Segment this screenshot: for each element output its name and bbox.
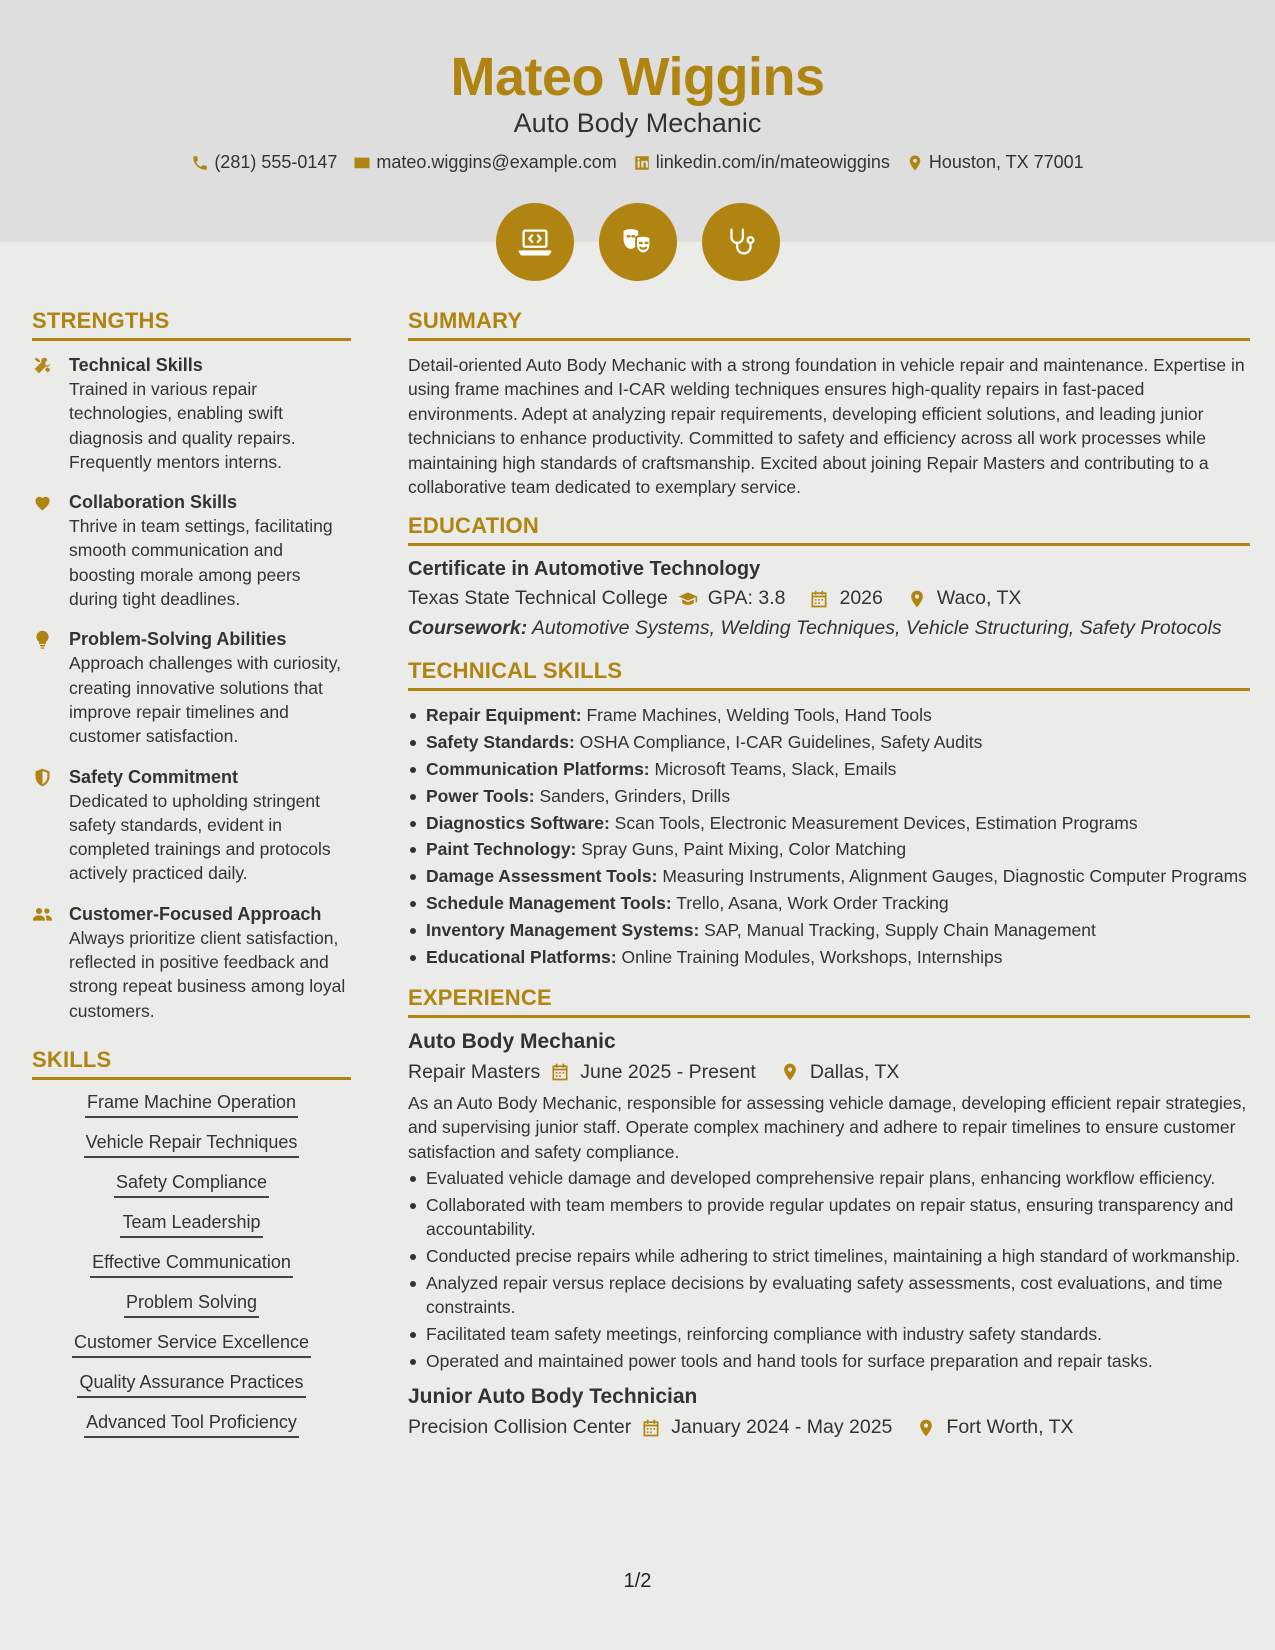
technical-skill-label: Diagnostics Software: [426,812,610,833]
technical-skill-value: OSHA Compliance, I-CAR Guidelines, Safety Audits [579,732,983,753]
experience-title: EXPERIENCE [408,985,1250,1018]
strength-text: Trained in various repair technologies, enabling swift diagnosis and quality repairs. Frequently mentors interns. [69,379,296,472]
technical-skill-value: Sanders, Grinders, Drills [539,785,731,806]
linkedin-icon [633,154,651,172]
skill-item: Vehicle Repair Techniques [84,1132,300,1158]
education-meta [408,587,1250,610]
strength-title: Technical Skills [69,355,203,375]
skill-item: Advanced Tool Proficiency [84,1412,299,1438]
skill-item: Quality Assurance Practices [77,1372,305,1398]
strength-item [32,902,351,1023]
strength-item [32,353,351,474]
job-meta [408,1061,1250,1084]
technical-skill-label: Educational Platforms: [426,946,617,967]
technical-skill-value: Measuring Instruments, Alignment Gauges, Diagnostic Computer Programs [662,866,1247,887]
education-title: EDUCATION [408,513,1250,546]
strength-text: Thrive in team settings, facilitating smooth communication and boosting morale among peers during tight deadlines. [69,516,333,610]
job-bullet: Operated and maintained power tools and hand tools for surface preparation and repair tasks. [408,1349,1250,1373]
strength-title: Customer-Focused Approach [69,903,322,924]
right-column [408,308,1250,1446]
technical-skills-list [408,703,1250,968]
technical-skill-item [408,864,1250,888]
strengths-title: STRENGTHS [32,308,351,341]
lightbulb-icon [32,629,53,650]
job-meta [408,1416,1250,1439]
job-bullets [408,1166,1250,1373]
candidate-role: Auto Body Mechanic [513,108,762,138]
technical-skill-label: Power Tools: [426,785,535,806]
shield-icon [32,767,53,788]
technical-skill-item [408,757,1250,781]
strength-text: Approach challenges with curiosity, creating innovative solutions that improve repair timelines and customer satisfaction. [69,653,342,747]
map-pin-icon [780,1062,800,1082]
technical-skill-item [408,703,1250,727]
technical-skill-label: Schedule Management Tools: [426,893,672,914]
strength-title: Safety Commitment [69,766,239,787]
technical-skill-label: Inventory Management Systems: [426,919,700,940]
stethoscope-icon [722,223,760,261]
strength-text: Dedicated to upholding stringent safety standards, evident in completed trainings and protocols actively practiced daily. [69,790,331,884]
strength-title: Collaboration Skills [69,492,238,513]
summary-title: SUMMARY [408,308,1250,341]
contact-linkedin-text: linkedin.com/in/mateowiggins [655,152,890,172]
coursework-label: Coursework: [408,617,528,640]
job-company: Repair Masters [408,1060,541,1083]
candidate-name: Mateo Wiggins [450,47,825,107]
skill-item: Customer Service Excellence [72,1332,311,1358]
technical-skill-label: Damage Assessment Tools: [426,866,658,887]
technical-skill-item [408,730,1250,754]
map-pin-icon [916,1418,936,1438]
technical-skill-item [408,918,1250,942]
left-column [32,308,351,1438]
contact-email[interactable] [353,152,616,173]
interest-badges [0,203,1275,281]
map-pin-icon [907,589,927,609]
skill-item: Safety Compliance [114,1172,269,1198]
tools-icon [32,355,53,376]
laptop-code-icon [516,223,554,261]
page-number: 1/2 [623,1570,652,1592]
contact-email-text: mateo.wiggins@example.com [376,152,617,172]
education-coursework [408,617,1250,640]
skill-item: Effective Communication [90,1252,293,1278]
coursework-list: Automotive Systems, Welding Techniques, Vehicle Structuring, Safety Protocols [531,617,1222,640]
calendar-icon [809,589,829,609]
contact-phone[interactable] [191,152,337,173]
technical-skill-value: Frame Machines, Welding Tools, Hand Tools [586,705,932,726]
technical-skill-item [408,811,1250,835]
badge-masks [599,203,677,281]
strength-item [32,627,351,748]
theater-masks-icon [619,223,657,261]
job-location: Fort Worth, TX [946,1416,1074,1438]
contact-linkedin[interactable] [633,152,890,173]
job-title: Junior Auto Body Technician [408,1385,698,1408]
technical-skill-value: Online Training Modules, Workshops, Internships [621,946,1003,967]
job-title: Auto Body Mechanic [408,1029,616,1053]
skill-item: Problem Solving [124,1292,259,1318]
education-year: 2026 [839,587,883,610]
strength-text: Always prioritize client satisfaction, reflected in positive feedback and strong repeat business among loyal customers. [69,927,346,1021]
users-icon [32,904,53,925]
education-school: Texas State Technical College [408,587,668,610]
heart-icon [32,492,53,513]
job-dates: January 2024 - May 2025 [671,1416,893,1438]
contact-bar [0,152,1275,173]
technical-skill-label: Paint Technology: [426,839,577,860]
technical-skill-label: Safety Standards: [426,732,575,753]
job-location: Dallas, TX [809,1060,900,1083]
job-bullet: Collaborated with team members to provide regular updates on repair status, ensuring transparency and accountability. [408,1193,1250,1242]
technical-skill-value: SAP, Manual Tracking, Supply Chain Management [704,919,1096,940]
technical-skill-item [408,891,1250,915]
technical-skills-title: TECHNICAL SKILLS [408,658,1250,691]
contact-location [906,152,1084,173]
contact-location-text: Houston, TX 77001 [928,152,1084,172]
calendar-icon [550,1062,570,1082]
graduation-cap-icon [678,589,698,609]
education-gpa: GPA: 3.8 [707,587,786,610]
technical-skill-value: Spray Guns, Paint Mixing, Color Matching [581,839,907,860]
badge-stethoscope [702,203,780,281]
technical-skill-label: Communication Platforms: [426,759,650,780]
envelope-icon [353,154,371,172]
summary-text: Detail-oriented Auto Body Mechanic with a strong foundation in vehicle repair and maintenance. Expertise in using frame machines and I-CAR welding techniques ensures high-quality repairs in fast-paced environments. Adept at analyzing repair requirements, developing efficient solutions, and leading junior technicians to enhance productivity. Committed to safety and efficiency across all work processes while maintaining high standards of craftsmanship. Excited about joining Repair Masters and contributing to a collaborative team dedicated to exemplary service. [408,355,1245,498]
job-company: Precision Collision Center [408,1416,632,1438]
strength-item [32,765,351,886]
job-bullet: Analyzed repair versus replace decisions by evaluating safety assessments, cost evaluations, and time constraints. [408,1271,1250,1320]
badge-laptop [496,203,574,281]
map-pin-icon [906,154,924,172]
technical-skill-item [408,837,1250,861]
technical-skill-label: Repair Equipment: [426,705,582,726]
education-degree: Certificate in Automotive Technology [408,558,761,581]
education-location: Waco, TX [936,587,1022,610]
technical-skill-item [408,945,1250,969]
job-dates: June 2025 - Present [580,1060,756,1083]
technical-skill-value: Trello, Asana, Work Order Tracking [676,893,949,914]
skill-item: Team Leadership [120,1212,262,1238]
technical-skill-value: Microsoft Teams, Slack, Emails [654,759,897,780]
skills-list [32,1092,351,1438]
technical-skill-item [408,784,1250,808]
phone-icon [191,154,209,172]
job-bullet: Facilitated team safety meetings, reinforcing compliance with industry safety standards. [408,1322,1250,1346]
job-bullet: Conducted precise repairs while adhering to strict timelines, maintaining a high standard of workmanship. [408,1244,1250,1268]
strength-item [32,490,351,611]
skill-item: Frame Machine Operation [85,1092,298,1118]
calendar-icon [641,1418,661,1438]
strength-title: Problem-Solving Abilities [69,629,287,650]
skills-title: SKILLS [32,1047,351,1080]
technical-skill-value: Scan Tools, Electronic Measurement Devices, Estimation Programs [614,812,1138,833]
job-bullet: Evaluated vehicle damage and developed comprehensive repair plans, enhancing workflow efficiency. [408,1166,1250,1190]
job-summary: As an Auto Body Mechanic, responsible for assessing vehicle damage, developing efficient repair strategies, and supervising junior staff. Operate complex machinery and adhere to repair timelines to ensure customer satisfaction and safety compliance. [408,1092,1247,1162]
contact-phone-text: (281) 555-0147 [214,152,338,172]
